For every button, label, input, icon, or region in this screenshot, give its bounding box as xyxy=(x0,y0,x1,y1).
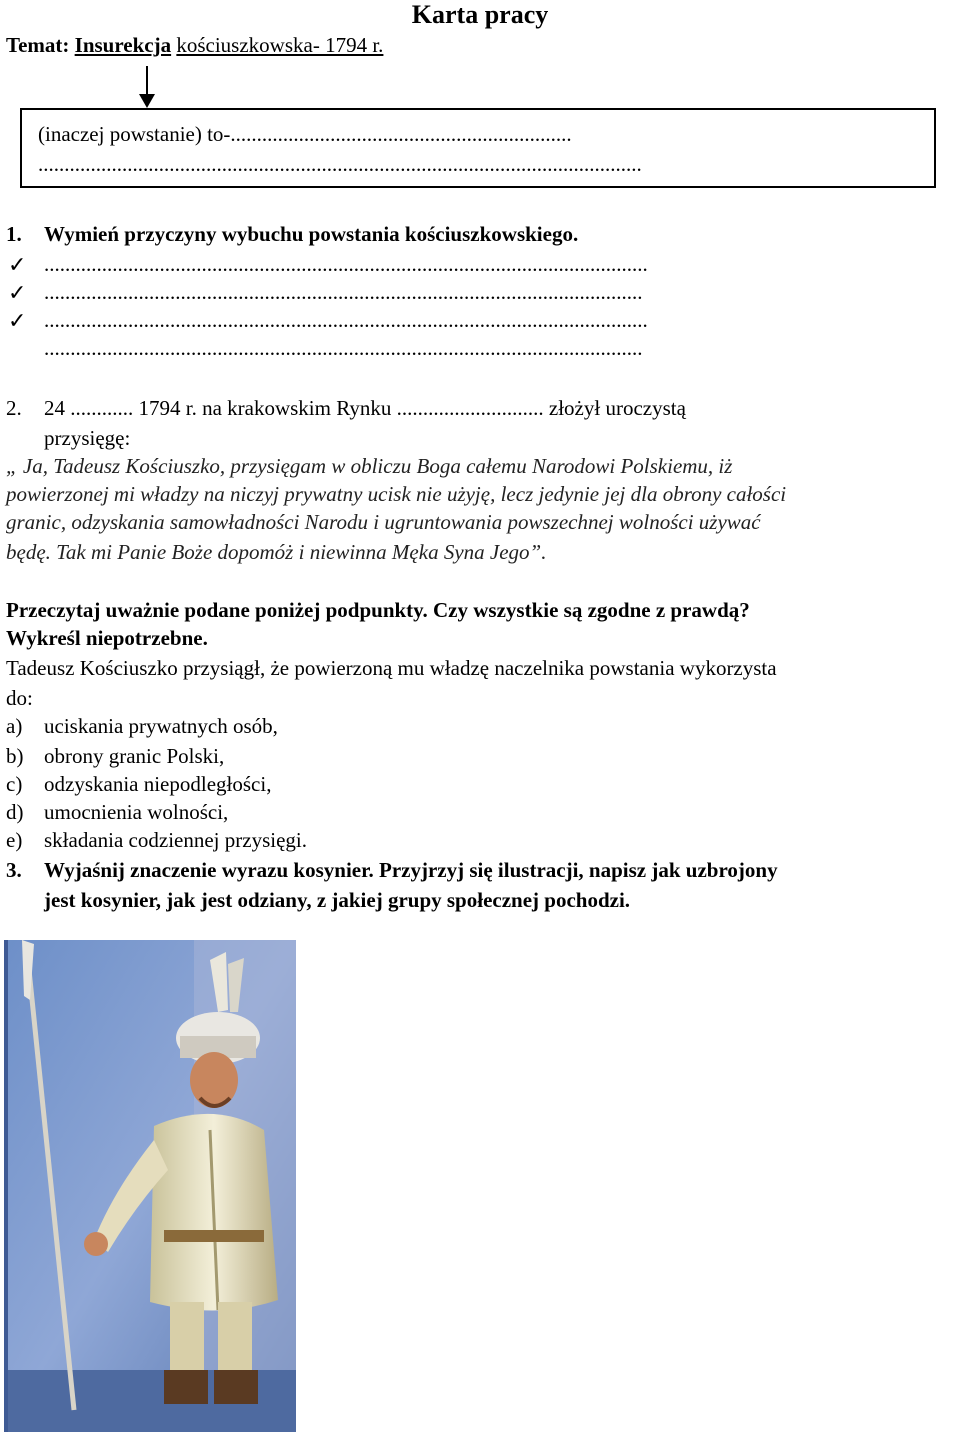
option-text-e: składania codziennej przysięgi. xyxy=(44,828,307,852)
worksheet-title: Karta pracy xyxy=(411,0,549,29)
instruction-line-1: Przeczytaj uważnie podane poniżej podpunkty. Czy wszystkie są zgodne z prawdą? xyxy=(6,598,750,622)
topic-rest: kościuszkowska- 1794 r. xyxy=(176,33,384,57)
option-letter-e: e) xyxy=(6,828,23,852)
kosynier-illustration xyxy=(4,940,296,1432)
oath-line-2: powierzonej mi władzy na niczyj prywatny ucisk nie użyję, lecz jedynie jej dla obrony całości xyxy=(6,482,787,506)
box-line-2: ................................................................................................................... xyxy=(38,152,642,176)
checkmark-icon: ✓ xyxy=(8,308,27,333)
definition-box xyxy=(20,108,936,188)
option-text-c: odzyskania niepodległości, xyxy=(44,772,272,796)
answer-line-1: ................................................................................................................... xyxy=(44,252,648,276)
q3-number: 3. xyxy=(6,858,22,882)
q3-line-2: jest kosynier, jak jest odziany, z jakiej grupy społecznej pochodzi. xyxy=(44,888,631,912)
checkmark-icon: ✓ xyxy=(8,252,27,277)
q2-line-1: 24 ............ 1794 r. na krakowskim Rynku ............................ złożył uroczystą xyxy=(44,396,686,420)
arrow-down-icon xyxy=(139,94,155,108)
intro-line-2: do: xyxy=(6,686,33,710)
answer-line-4: .................................................................................................................. xyxy=(44,336,643,360)
option-letter-b: b) xyxy=(6,744,24,768)
instruction-line-2: Wykreśl niepotrzebne. xyxy=(6,626,208,650)
oath-line-4: będę. Tak mi Panie Boże dopomóż i niewinna Męka Syna Jego”. xyxy=(6,540,547,564)
topic-label: Temat: xyxy=(6,33,70,57)
option-text-d: umocnienia wolności, xyxy=(44,800,229,824)
answer-line-3: ................................................................................................................... xyxy=(44,308,648,332)
option-letter-d: d) xyxy=(6,800,24,824)
q1-text: Wymień przyczyny wybuchu powstania kościuszkowskiego. xyxy=(44,222,579,246)
checkmark-icon: ✓ xyxy=(8,280,27,305)
topic-line xyxy=(6,32,383,58)
oath-line-1: „ Ja, Tadeusz Kościuszko, przysięgam w obliczu Boga całemu Narodowi Polskiemu, iż xyxy=(6,454,733,478)
box-line-1: (inaczej powstanie) to-................................................................. xyxy=(38,122,572,146)
option-letter-c: c) xyxy=(6,772,23,796)
option-letter-a: a) xyxy=(6,714,23,738)
oath-line-3: granic, odzyskania samowładności Narodu i ugruntowania powszechnej wolności używać xyxy=(6,510,761,534)
option-text-b: obrony granic Polski, xyxy=(44,744,225,768)
intro-line-1: Tadeusz Kościuszko przysiągł, że powierzoną mu władzę naczelnika powstania wykorzysta xyxy=(6,656,777,680)
arrow-line xyxy=(146,66,148,96)
q1-number: 1. xyxy=(6,222,22,246)
q2-line-2: przysięgę: xyxy=(44,426,131,450)
q3-line-1: Wyjaśnij znaczenie wyrazu kosynier. Przyjrzyj się ilustracji, napisz jak uzbrojony xyxy=(44,858,778,882)
q2-number: 2. xyxy=(6,396,22,420)
option-text-a: uciskania prywatnych osób, xyxy=(44,714,278,738)
answer-line-2: .................................................................................................................. xyxy=(44,280,643,304)
topic-bold: Insurekcja xyxy=(74,33,172,57)
